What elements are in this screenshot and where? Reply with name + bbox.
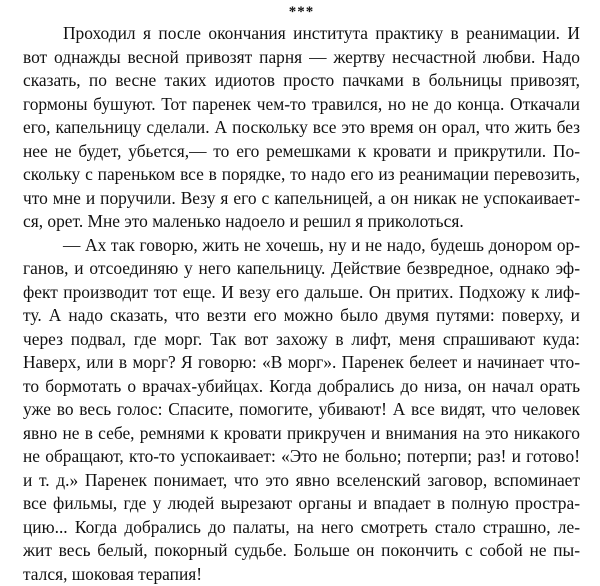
text-line: то бормотать о врачах-убийцах. Когда добрались до низа, он начал орать (23, 375, 580, 399)
text-line: через подвал, где морг. Так вот захожу в лифт, меня спрашивают куда: (23, 328, 580, 352)
text-line: жит весь белый, покорный судьбе. Больше он покончить с собой не пы- (23, 539, 580, 563)
text-line: что мне и поручили. Везу я его с капельницей, а он никак не успокаивает- (23, 187, 580, 211)
text-line: тался, шоковая терапия! (23, 563, 580, 586)
text-line: нее не будет, убьется,— то его ремешками к кровати и прикрутили. По- (23, 140, 580, 164)
text-line: сказать, по весне таких идиотов просто пачками в больницы привозят, (23, 69, 580, 93)
paragraph-2 (23, 234, 580, 586)
text-line: ся, орет. Мне это маленько надоело и решил я приколоться. (23, 210, 580, 234)
text-line: его, капельницу сделали. А поскольку все это время он орал, что жить без (23, 116, 580, 140)
paragraph-1 (23, 22, 580, 234)
text-line: уже во весь голос: Спасите, помогите, убивают! А все видят, что человек (23, 398, 580, 422)
text-line: не обращают, кто-то успокаивает: «Это не больно; потерпи; раз! и готово! (23, 445, 580, 469)
text-line: фект производит тот еще. И везу его дальше. Он притих. Подхожу к лиф- (23, 281, 580, 305)
text-line: явно не в себе, ремнями к кровати прикручен и внимания на это никакого (23, 422, 580, 446)
text-line: ганов, и отсоединяю у него капельницу. Действие безвредное, однако эф- (23, 257, 580, 281)
text-line: Наверх, или в морг? Я говорю: «В морг». Паренек белеет и начинает что- (23, 351, 580, 375)
text-line: и т. д.» Паренек понимает, что это явно вселенский заговор, вспоминает (23, 469, 580, 493)
text-line: Проходил я после окончания института практику в реанимации. И (23, 22, 580, 46)
text-line: цию... Когда добрались до палаты, на него смотреть стало страшно, ле- (23, 516, 580, 540)
text-line: вот однажды весной привозят парня — жертву несчастной любви. Надо (23, 46, 580, 70)
section-separator: *** (23, 4, 580, 20)
text-line: все фильмы, где у людей вырезают органы и впадает в полную простра- (23, 492, 580, 516)
text-line: гормоны бушуют. Тот паренек чем-то травился, но не до конца. Откачали (23, 93, 580, 117)
text-line: скольку с пареньком все в порядке, то надо его из реанимации перевозить, (23, 163, 580, 187)
text-line: ту. А надо сказать, что везти его можно было двумя путями: поверху, и (23, 304, 580, 328)
text-line: — Ах так говорю, жить не хочешь, ну и не надо, будешь донором ор- (23, 234, 580, 258)
